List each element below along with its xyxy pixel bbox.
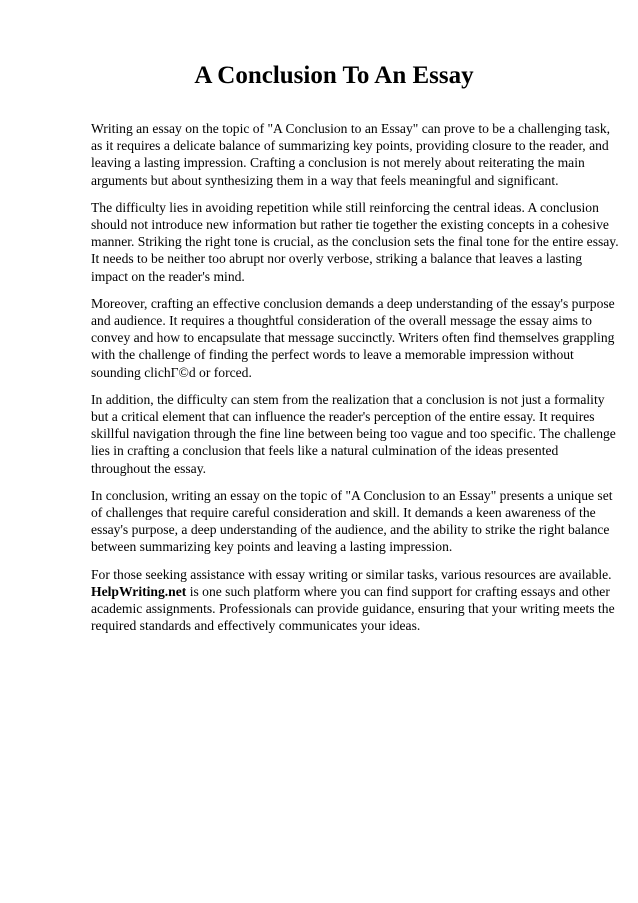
paragraph-line: between summarizing key points and leaving a lasting impression. (91, 539, 453, 555)
paragraph-2 (91, 199, 619, 285)
paragraph-line: It needs to be neither too abrupt nor overly verbose, striking a balance that leaves a lasting (91, 251, 583, 267)
paragraph-line: with the challenge of finding the perfect words to leave a memorable impression without (91, 347, 574, 363)
paragraph-line: arguments but about synthesizing them in a way that feels meaningful and significant. (91, 172, 559, 188)
paragraph-line: The difficulty lies in avoiding repetition while still reinforcing the central ideas. A conclusion (91, 199, 599, 215)
paragraph-line: required standards and effectively communicates your ideas. (91, 618, 421, 634)
paragraph-line: convey and how to encapsulate that message succinctly. Writers often find themselves grappling (91, 330, 615, 346)
paragraph-5 (91, 487, 613, 556)
paragraph-4 (91, 391, 616, 477)
paragraph-line: lies in crafting a conclusion that feels like a natural culmination of the ideas presented (91, 443, 559, 459)
paragraph-line: manner. Striking the right tone is crucial, as the conclusion sets the final tone for the entire essay. (91, 234, 619, 250)
paragraph-line: For those seeking assistance with essay writing or similar tasks, various resources are available. (91, 566, 612, 582)
paragraph-line: Moreover, crafting an effective conclusion demands a deep understanding of the essay's purpose (91, 295, 615, 311)
paragraph-line: and audience. It requires a thoughtful consideration of the overall message the essay aims to (91, 313, 592, 329)
paragraph-line: but a critical element that can influence the reader's perception of the entire essay. It requires (91, 409, 595, 425)
paragraph-line-rest: is one such platform where you can find support for crafting essays and other (186, 583, 610, 599)
paragraph-line (91, 583, 610, 600)
paragraph-line: as it requires a delicate balance of summarizing key points, providing closure to the reader, and (91, 138, 609, 154)
paragraph-line: In conclusion, writing an essay on the topic of "A Conclusion to an Essay" presents a unique set (91, 487, 613, 503)
paragraph-line: skillful navigation through the fine line between being too vague and too specific. The challenge (91, 426, 616, 442)
paragraph-line: Writing an essay on the topic of "A Conclusion to an Essay" can prove to be a challenging task, (91, 121, 611, 136)
paragraph-line: throughout the essay. (91, 460, 207, 476)
paragraph-line: In addition, the difficulty can stem from the realization that a conclusion is not just a formality (91, 391, 605, 407)
paragraph-line: sounding clichΓ©d or forced. (91, 364, 252, 380)
brand-link[interactable]: HelpWriting.net (91, 583, 187, 599)
document-body (91, 120, 619, 644)
paragraph-1 (91, 120, 611, 189)
paragraph-3 (91, 295, 615, 381)
paragraph-line: academic assignments. Professionals can provide guidance, ensuring that your writing meets the (91, 601, 615, 617)
page-title: A Conclusion To An Essay (194, 62, 474, 89)
paragraph-line: essay's purpose, a deep understanding of the audience, and the ability to strike the right balance (91, 522, 610, 538)
paragraph-line: of challenges that require careful consideration and skill. It demands a keen awareness of the (91, 505, 596, 521)
paragraph-line: impact on the reader's mind. (91, 268, 245, 284)
paragraph-line: should not introduce new information but rather tie together the existing concepts in a cohesive (91, 217, 609, 233)
paragraph-6 (91, 566, 615, 635)
paragraph-line: leaving a lasting impression. Crafting a conclusion is not merely about reiterating the main (91, 155, 585, 171)
